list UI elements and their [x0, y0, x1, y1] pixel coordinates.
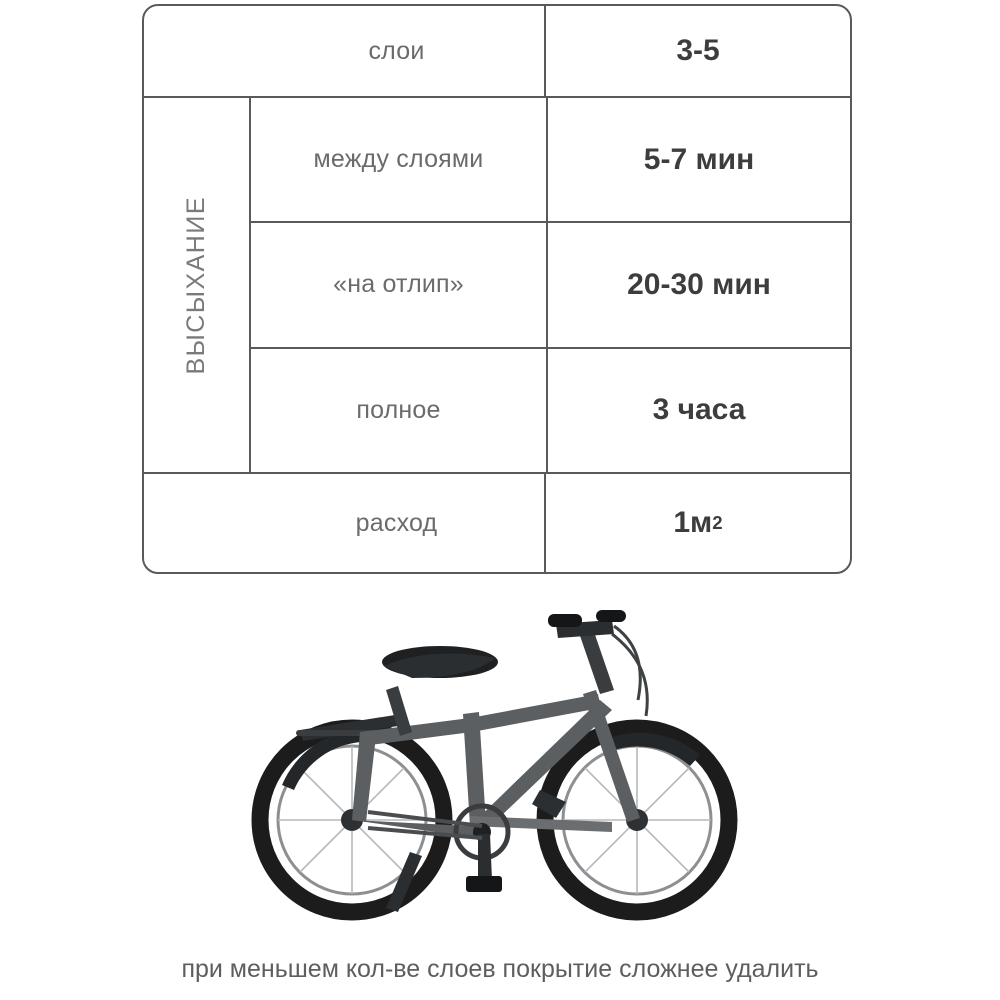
brake-cable-2 [612, 634, 647, 716]
vertical-header-drying [144, 98, 251, 472]
row-value-tack-free: 20-30 мин [546, 223, 850, 346]
vertical-header-drying-label: ВЫСЫХАНИЕ [182, 195, 210, 375]
drying-subrows [251, 98, 850, 472]
row-value-full: 3 часа [546, 349, 850, 472]
caption-text: при меньшем кол-ве слоев покрытие сложнее удалить [181, 955, 819, 983]
row-value-layers: 3-5 [544, 6, 850, 96]
table-row-drying [144, 98, 850, 472]
table-row-layers [144, 6, 850, 98]
table-row-tack-free [251, 221, 850, 346]
row-label-tack-free: «на отлип» [333, 270, 464, 299]
bicycle-photo [0, 590, 1000, 940]
spacer-cell-layers [144, 6, 249, 96]
table-row-full [251, 347, 850, 472]
fork-steerer [578, 626, 614, 694]
front-wheel [545, 728, 729, 912]
spacer-cell-consumption [144, 474, 249, 572]
handlebar-grip-right [596, 610, 626, 622]
row-value-consumption: 1м 2 [544, 474, 850, 572]
row-label-consumption: расход [355, 508, 438, 537]
table-row-between-layers [251, 98, 850, 221]
row-value-between-layers: 5-7 мин [546, 98, 850, 221]
pedal [466, 876, 502, 892]
specification-table [142, 4, 852, 574]
table-row-consumption [144, 472, 850, 572]
row-label-between-layers: между слоями [313, 145, 484, 174]
row-label-full: полное [356, 395, 441, 424]
row-label-layers: слои [368, 36, 425, 65]
row-value-consumption-number: 1м [673, 506, 713, 539]
bicycle-illustration [0, 590, 1000, 940]
handlebar-grip-left [548, 614, 582, 627]
